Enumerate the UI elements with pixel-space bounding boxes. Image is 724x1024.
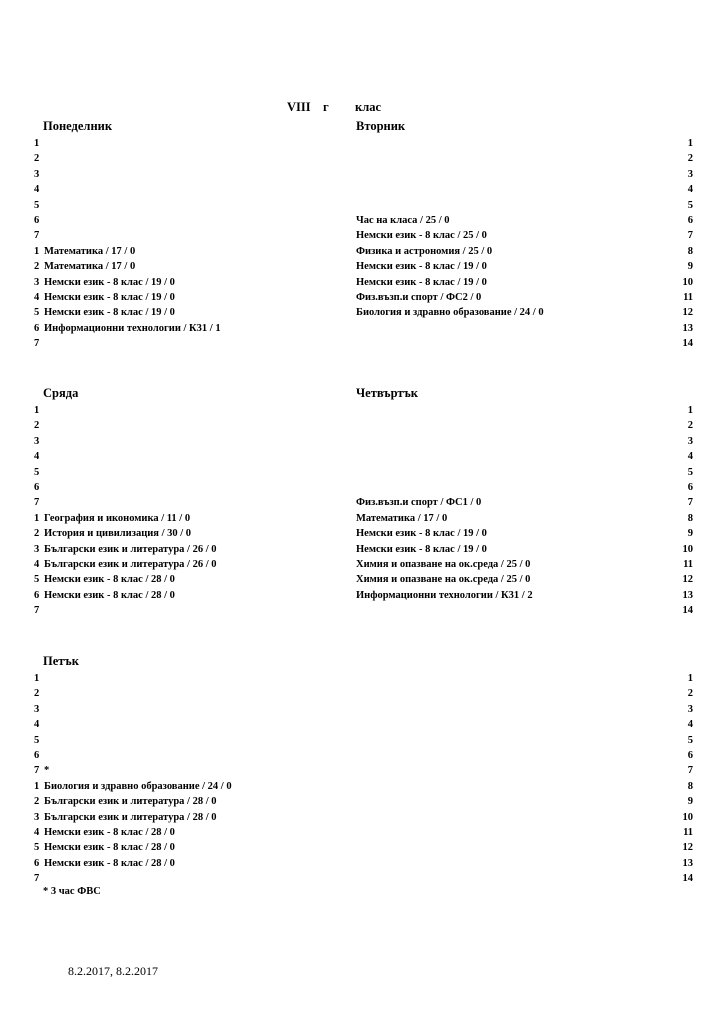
right-period-number: 2 bbox=[687, 688, 693, 700]
day-heading-tuesday: Вторник bbox=[356, 119, 406, 133]
subject-cell: Немски език - 8 клас / 19 / 0 bbox=[44, 307, 175, 319]
period-number: 2 bbox=[34, 153, 40, 165]
period-number: 13 bbox=[682, 322, 693, 334]
subject-cell: Немски език - 8 клас / 28 / 0 bbox=[44, 857, 175, 869]
period-number: 5 bbox=[687, 466, 693, 478]
period-number: 4 bbox=[34, 292, 40, 303]
period-number: 5 bbox=[34, 734, 40, 746]
right-period-number: 4 bbox=[687, 719, 693, 731]
footnote: * 3 час ФВС bbox=[43, 886, 101, 897]
period-number: 4 bbox=[34, 719, 40, 731]
day-heading-friday: Петък bbox=[43, 654, 79, 668]
right-period-number: 9 bbox=[687, 796, 693, 808]
subject-cell: Немски език - 8 клас / 19 / 0 bbox=[356, 261, 487, 273]
period-number: 1 bbox=[34, 138, 40, 149]
subject-cell: Немски език - 8 клас / 19 / 0 bbox=[44, 276, 175, 288]
subject-cell: Час на класа / 25 / 0 bbox=[356, 215, 450, 226]
subject-cell: Български език и литература / 26 / 0 bbox=[44, 543, 217, 555]
subject-cell: Информационни технологии / К31 / 1 bbox=[44, 322, 221, 334]
period-number: 3 bbox=[34, 168, 40, 180]
period-number: 2 bbox=[34, 261, 40, 273]
period-number: 7 bbox=[34, 497, 40, 509]
right-period-number: 11 bbox=[683, 827, 693, 838]
subject-cell: География и икономика / 11 / 0 bbox=[44, 512, 191, 524]
subject-cell: Физ.възп.и спорт / ФС1 / 0 bbox=[356, 497, 482, 509]
subject-cell: История и цивилизация / 30 / 0 bbox=[44, 528, 192, 540]
period-number: 7 bbox=[687, 497, 693, 509]
subject-cell: Математика / 17 / 0 bbox=[44, 245, 136, 257]
subject-cell: Физ.възп.и спорт / ФС2 / 0 bbox=[356, 292, 482, 303]
period-number: 2 bbox=[34, 796, 40, 808]
period-number: 1 bbox=[34, 405, 40, 416]
period-number: 4 bbox=[34, 184, 40, 196]
period-number: 14 bbox=[682, 605, 693, 617]
subject-cell: Химия и опазване на ок.среда / 25 / 0 bbox=[356, 574, 531, 586]
right-period-number: 7 bbox=[687, 765, 693, 777]
right-period-number: 12 bbox=[682, 842, 693, 854]
period-number: 2 bbox=[687, 420, 693, 432]
subject-cell: Биология и здравно образование / 24 / 0 bbox=[44, 780, 232, 792]
period-number: 1 bbox=[34, 673, 40, 684]
section-letter: г bbox=[323, 100, 329, 114]
period-number: 7 bbox=[34, 873, 40, 885]
period-number: 7 bbox=[34, 230, 40, 242]
subject-cell: * bbox=[44, 765, 50, 777]
period-number: 3 bbox=[687, 168, 693, 180]
period-number: 2 bbox=[34, 420, 40, 432]
right-period-number: 5 bbox=[687, 734, 693, 746]
period-number: 3 bbox=[34, 703, 40, 715]
period-number: 12 bbox=[682, 574, 693, 586]
period-number: 5 bbox=[34, 307, 40, 319]
period-number: 6 bbox=[34, 857, 40, 869]
period-number: 6 bbox=[34, 589, 40, 601]
period-number: 6 bbox=[687, 215, 693, 226]
print-date: 8.2.2017, 8.2.2017 bbox=[68, 964, 158, 978]
period-number: 9 bbox=[687, 261, 693, 273]
subject-cell: Химия и опазване на ок.среда / 25 / 0 bbox=[356, 559, 531, 570]
subject-cell: Биология и здравно образование / 24 / 0 bbox=[356, 307, 544, 319]
period-number: 6 bbox=[687, 482, 693, 493]
period-number: 6 bbox=[34, 215, 40, 226]
right-period-number: 14 bbox=[682, 873, 693, 885]
period-number: 1 bbox=[34, 245, 40, 257]
period-number: 10 bbox=[682, 543, 693, 555]
subject-cell: Немски език - 8 клас / 19 / 0 bbox=[356, 276, 487, 288]
right-period-number: 3 bbox=[687, 703, 693, 715]
period-number: 5 bbox=[34, 842, 40, 854]
period-number: 5 bbox=[687, 199, 693, 211]
subject-cell: Български език и литература / 28 / 0 bbox=[44, 811, 217, 823]
period-number: 11 bbox=[683, 559, 693, 570]
subject-cell: Математика / 17 / 0 bbox=[356, 512, 448, 524]
period-number: 3 bbox=[34, 435, 40, 447]
period-number: 2 bbox=[687, 153, 693, 165]
period-number: 7 bbox=[687, 230, 693, 242]
period-number: 4 bbox=[34, 451, 40, 463]
period-number: 11 bbox=[683, 292, 693, 303]
period-number: 6 bbox=[34, 322, 40, 334]
period-number: 3 bbox=[34, 276, 40, 288]
subject-cell: Физика и астрономия / 25 / 0 bbox=[356, 245, 493, 257]
subject-cell: Немски език - 8 клас / 28 / 0 bbox=[44, 589, 175, 601]
period-number: 1 bbox=[34, 512, 40, 524]
subject-cell: Немски език - 8 клас / 19 / 0 bbox=[356, 528, 487, 540]
period-number: 7 bbox=[34, 338, 40, 350]
period-number: 5 bbox=[34, 199, 40, 211]
period-number: 10 bbox=[682, 276, 693, 288]
period-number: 3 bbox=[34, 811, 40, 823]
subject-cell: Български език и литература / 26 / 0 bbox=[44, 559, 217, 570]
right-period-number: 6 bbox=[687, 750, 693, 761]
period-number: 8 bbox=[687, 245, 693, 257]
day-heading-thursday: Четвъртък bbox=[356, 386, 419, 400]
period-number: 5 bbox=[34, 574, 40, 586]
subject-cell: Немски език - 8 клас / 25 / 0 bbox=[356, 230, 487, 242]
period-number: 7 bbox=[34, 765, 40, 777]
subject-cell: Немски език - 8 клас / 19 / 0 bbox=[356, 543, 487, 555]
subject-cell: Немски език - 8 клас / 28 / 0 bbox=[44, 574, 175, 586]
period-number: 4 bbox=[687, 184, 693, 196]
period-number: 5 bbox=[34, 466, 40, 478]
period-number: 2 bbox=[34, 528, 40, 540]
day-heading-wednesday: Сряда bbox=[43, 386, 79, 400]
period-number: 4 bbox=[34, 559, 40, 570]
period-number: 1 bbox=[34, 780, 40, 792]
period-number: 7 bbox=[34, 605, 40, 617]
period-number: 4 bbox=[687, 451, 693, 463]
subject-cell: Български език и литература / 28 / 0 bbox=[44, 796, 217, 808]
right-period-number: 13 bbox=[682, 857, 693, 869]
period-number: 9 bbox=[687, 528, 693, 540]
class-word: клас bbox=[355, 100, 382, 114]
day-heading-monday: Понеделник bbox=[43, 119, 113, 133]
period-number: 6 bbox=[34, 750, 40, 761]
period-number: 1 bbox=[687, 405, 693, 416]
period-number: 6 bbox=[34, 482, 40, 493]
subject-cell: Информационни технологии / К31 / 2 bbox=[356, 589, 533, 601]
period-number: 4 bbox=[34, 827, 40, 838]
subject-cell: Немски език - 8 клас / 19 / 0 bbox=[44, 292, 175, 303]
period-number: 3 bbox=[34, 543, 40, 555]
subject-cell: Математика / 17 / 0 bbox=[44, 261, 136, 273]
period-number: 8 bbox=[687, 512, 693, 524]
class-label: VIII bbox=[287, 100, 311, 114]
right-period-number: 1 bbox=[687, 673, 693, 684]
period-number: 2 bbox=[34, 688, 40, 700]
period-number: 13 bbox=[682, 589, 693, 601]
right-period-number: 8 bbox=[687, 780, 693, 792]
period-number: 14 bbox=[682, 338, 693, 350]
right-period-number: 10 bbox=[682, 811, 693, 823]
subject-cell: Немски език - 8 клас / 28 / 0 bbox=[44, 827, 175, 838]
period-number: 12 bbox=[682, 307, 693, 319]
subject-cell: Немски език - 8 клас / 28 / 0 bbox=[44, 842, 175, 854]
period-number: 3 bbox=[687, 435, 693, 447]
period-number: 1 bbox=[687, 138, 693, 149]
